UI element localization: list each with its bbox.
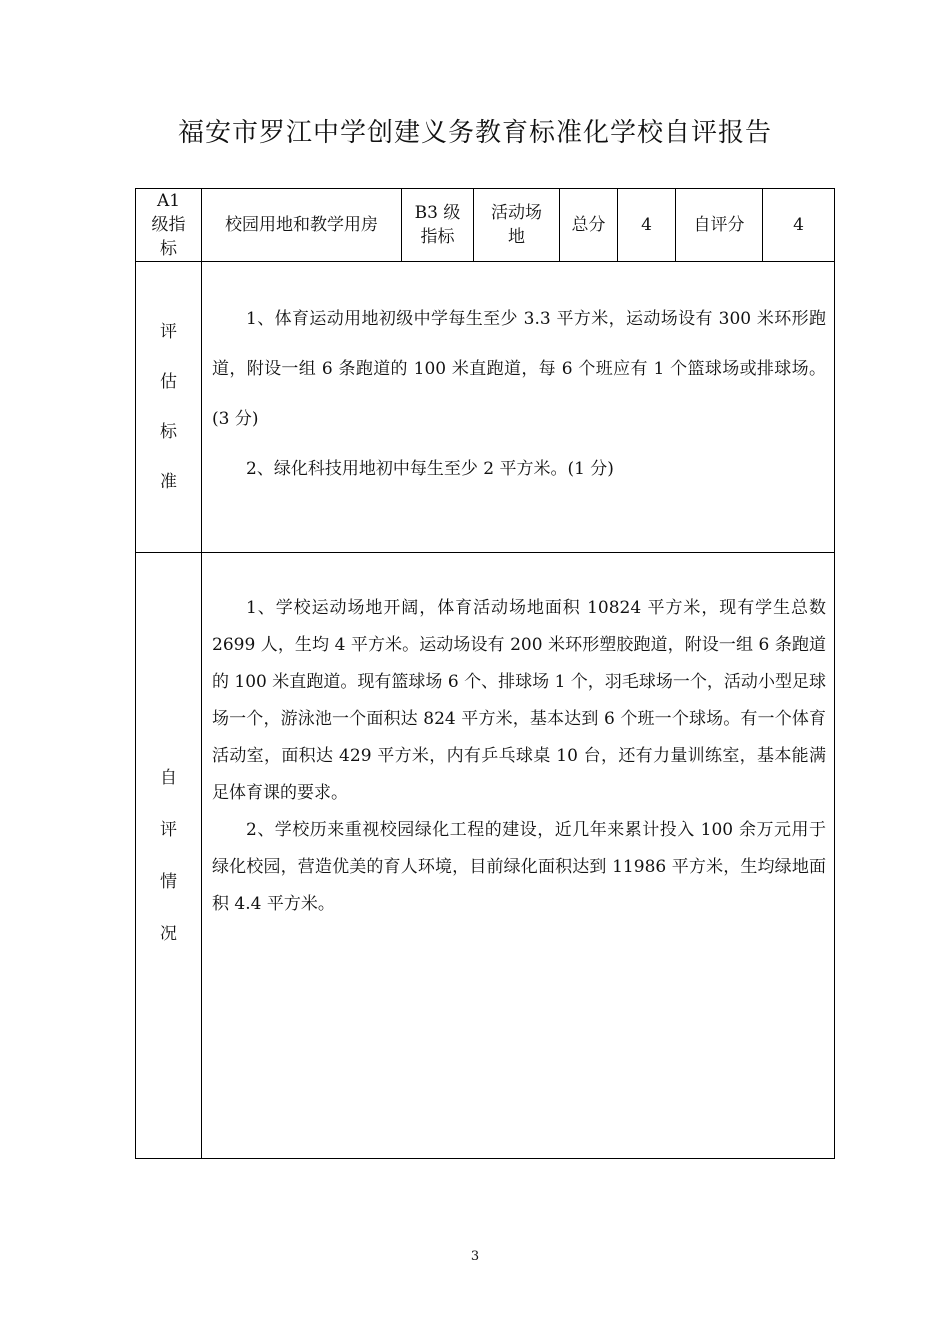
- standard-row: [136, 262, 835, 553]
- b3-value: 活动场地: [491, 203, 542, 247]
- header-row: [136, 189, 835, 262]
- self-score-label: 自评分: [693, 215, 745, 235]
- side-char: 准: [160, 472, 177, 492]
- total-label-cell: [560, 189, 618, 262]
- side-char: 标: [160, 422, 177, 442]
- standard-content: [202, 262, 835, 553]
- self-score-label-cell: [676, 189, 763, 262]
- side-char: 况: [160, 923, 177, 944]
- standard-side-label: [136, 262, 202, 553]
- side-char: 自: [160, 767, 177, 788]
- self-score-value: 4: [793, 215, 804, 235]
- page-number: 3: [470, 1249, 480, 1264]
- self-eval-paragraph: 1、学校运动场地开阔，体育活动场地面积 10824 平方米，现有学生总数 2699 人，生均 4 平方米。运动场设有 200 米环形塑胶跑道，附设一组 6 条跑道的 100 米直跑道。现有篮球场 6 个、排球场 1 个，羽毛球场一个，活动小型足球场一个，游泳池一个面积达 824 平方米，基本达到 6 个班一个球场。有一个体育活动室，面积达 429 平方米，内有乒乓球桌 10 台，还有力量训练室，基本能满足体育课的要求。: [212, 598, 826, 803]
- total-value-cell: [618, 189, 676, 262]
- a1-value: 校园用地和教学用房: [225, 215, 378, 235]
- b3-label-cell: [402, 189, 474, 262]
- page-title: 福安市罗江中学创建义务教育标准化学校自评报告: [177, 118, 772, 148]
- total-value: 4: [641, 215, 652, 235]
- side-char: 估: [160, 372, 177, 392]
- self-eval-row: [136, 553, 835, 1159]
- total-label: 总分: [571, 215, 606, 235]
- evaluation-table: [135, 188, 835, 1159]
- standard-paragraph: 2、绿化科技用地初中每生至少 2 平方米。(1 分): [246, 459, 614, 479]
- side-char: 情: [160, 871, 177, 892]
- a1-label: A1 级指标: [151, 191, 186, 259]
- b3-label: B3 级指标: [414, 203, 461, 247]
- side-char: 评: [160, 322, 177, 342]
- a1-value-cell: [202, 189, 402, 262]
- a1-label-cell: [136, 189, 202, 262]
- side-char: 评: [160, 819, 177, 840]
- standard-paragraph: 1、体育运动用地初级中学每生至少 3.3 平方米，运动场设有 300 米环形跑道，附设一组 6 条跑道的 100 米直跑道，每 6 个班应有 1 个篮球场或排球场。(3 分): [212, 309, 826, 429]
- self-eval-content: [202, 553, 835, 1159]
- self-eval-paragraph: 2、学校历来重视校园绿化工程的建设，近几年来累计投入 100 余万元用于绿化校园，营造优美的育人环境，目前绿化面积达到 11986 平方米，生均绿地面积 4.4 平方米。: [212, 820, 826, 914]
- self-eval-side-label: [136, 553, 202, 1159]
- self-score-value-cell: [763, 189, 835, 262]
- b3-value-cell: [474, 189, 560, 262]
